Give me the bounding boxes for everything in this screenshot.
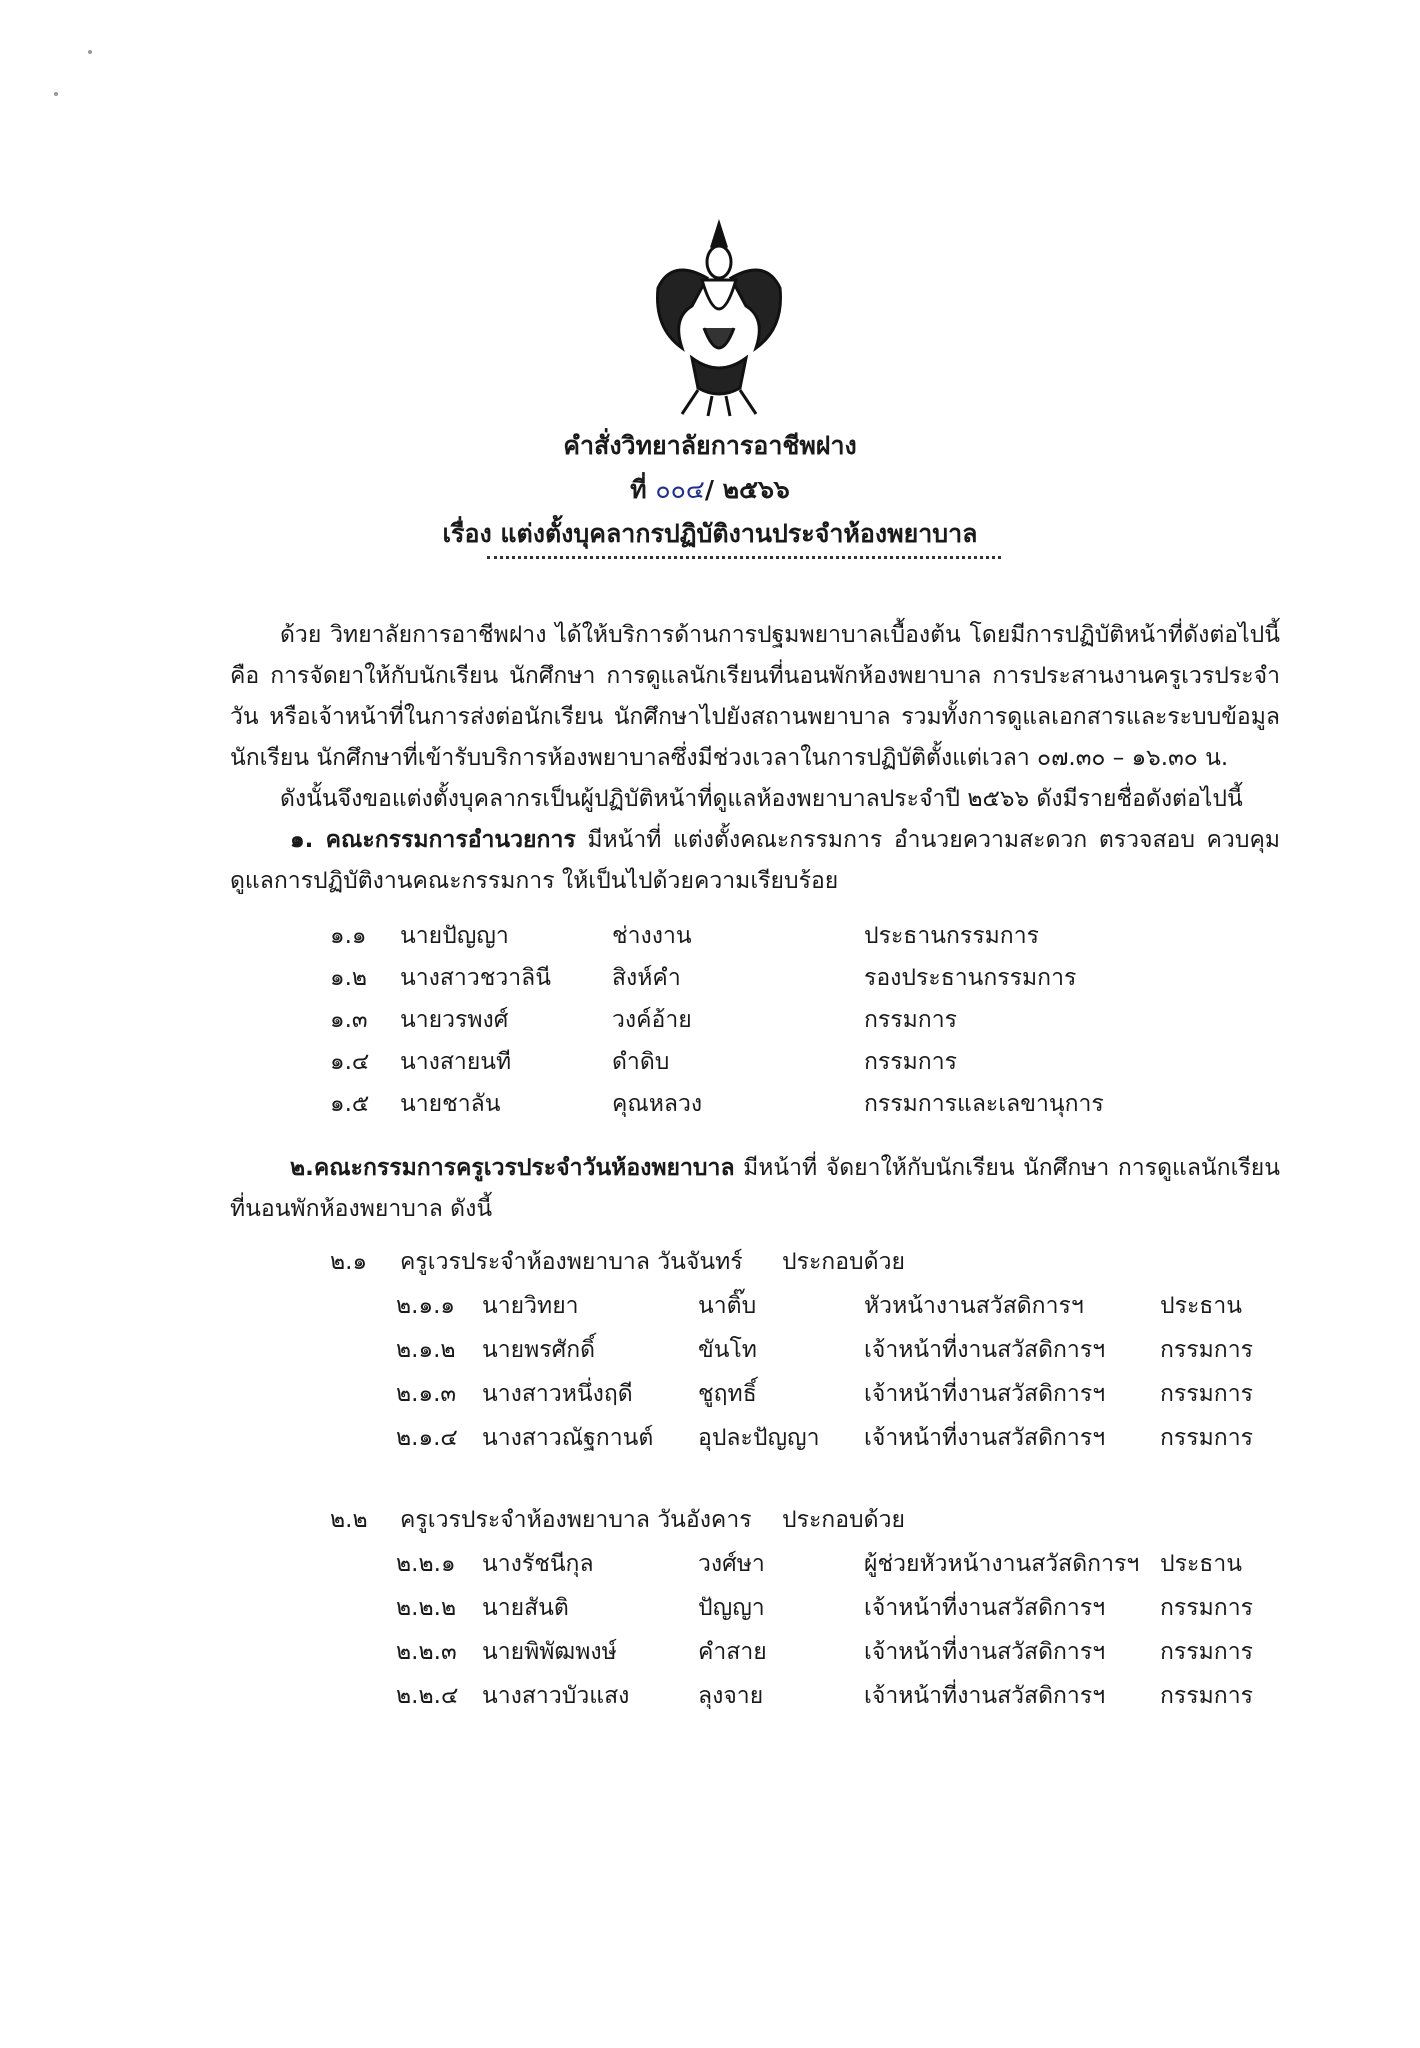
member-position: เจ้าหน้าที่งานสวัสดิการฯ bbox=[864, 1381, 1106, 1407]
member-no: ๒.๑.๑ bbox=[396, 1293, 455, 1319]
group-label: ครูเวรประจำห้องพยาบาล วันอังคาร bbox=[400, 1507, 752, 1533]
member-no: ๑.๔ bbox=[330, 1049, 370, 1075]
member-role: กรรมการและเลขานุการ bbox=[864, 1091, 1104, 1117]
member-position: เจ้าหน้าที่งานสวัสดิการฯ bbox=[864, 1425, 1106, 1451]
member-name: นายสันติ bbox=[482, 1595, 569, 1621]
member-role: กรรมการ bbox=[864, 1049, 957, 1075]
group-consists: ประกอบด้วย bbox=[782, 1249, 905, 1275]
member-name: นางสาวณัฐกานต์ bbox=[482, 1425, 654, 1451]
member-surname: วงศ์ษา bbox=[698, 1551, 765, 1577]
member-role: กรรมการ bbox=[1160, 1639, 1253, 1665]
member-surname: ขันโท bbox=[698, 1337, 757, 1363]
member-surname: ปัญญา bbox=[698, 1595, 765, 1621]
member-position: หัวหน้างานสวัสดิการฯ bbox=[864, 1293, 1084, 1319]
group-no: ๒.๑ bbox=[330, 1249, 368, 1275]
section1-duty: มีหน้าที่ แต่งตั้งคณะกรรมการ อำนวยความสะดวก ตรวจสอบ ควบคุม ดูแลการปฏิบัติงานคณะกรรมการ ให้เป็นไปด้วยความเรียบร้อย bbox=[230, 827, 1280, 894]
member-name: นางสาวบัวแสง bbox=[482, 1683, 630, 1709]
section1-heading: ๑. คณะกรรมการอำนวยการ bbox=[290, 827, 576, 853]
member-name: นายวิทยา bbox=[482, 1293, 579, 1319]
member-no: ๑.๑ bbox=[330, 923, 367, 949]
section2-duty: มีหน้าที่ จัดยาให้กับนักเรียน นักศึกษา การดูแลนักเรียนที่นอนพักห้องพยาบาล ดังนี้ bbox=[230, 1155, 1280, 1222]
member-surname: คำสาย bbox=[698, 1639, 767, 1665]
section2-heading: ๒.คณะกรรมการครูเวรประจำวันห้องพยาบาล bbox=[290, 1155, 735, 1181]
member-no: ๑.๒ bbox=[330, 965, 368, 991]
member-name: นางสายนที bbox=[400, 1049, 512, 1075]
group-no: ๒.๒ bbox=[330, 1507, 368, 1533]
scan-speck bbox=[88, 50, 92, 54]
member-no: ๒.๒.๒ bbox=[396, 1595, 457, 1621]
member-position: เจ้าหน้าที่งานสวัสดิการฯ bbox=[864, 1683, 1106, 1709]
member-position: เจ้าหน้าที่งานสวัสดิการฯ bbox=[864, 1595, 1106, 1621]
member-role: ประธาน bbox=[1160, 1551, 1242, 1577]
member-surname: สิงห์คำ bbox=[612, 965, 681, 991]
member-surname: คุณหลวง bbox=[612, 1091, 703, 1117]
member-no: ๑.๕ bbox=[330, 1091, 370, 1117]
order-number bbox=[0, 470, 1420, 510]
garuda-emblem-icon bbox=[652, 218, 786, 418]
member-name: นายพรศักดิ์ bbox=[482, 1337, 596, 1363]
member-surname: อุปละปัญญา bbox=[698, 1425, 820, 1451]
member-surname: วงค์อ้าย bbox=[612, 1007, 692, 1033]
member-name: นางรัชนีกุล bbox=[482, 1551, 594, 1577]
member-position: เจ้าหน้าที่งานสวัสดิการฯ bbox=[864, 1337, 1106, 1363]
section2-paragraph bbox=[230, 1148, 1280, 1230]
scan-speck bbox=[54, 92, 58, 96]
member-surname: ดำดิบ bbox=[612, 1049, 670, 1075]
member-position: เจ้าหน้าที่งานสวัสดิการฯ bbox=[864, 1639, 1106, 1665]
member-no: ๒.๑.๔ bbox=[396, 1425, 458, 1451]
member-role: กรรมการ bbox=[1160, 1337, 1253, 1363]
section1-paragraph bbox=[230, 820, 1280, 902]
member-no: ๑.๓ bbox=[330, 1007, 368, 1033]
member-surname: ช่างงาน bbox=[612, 923, 692, 949]
member-role: รองประธานกรรมการ bbox=[864, 965, 1077, 991]
member-no: ๒.๒.๑ bbox=[396, 1551, 456, 1577]
member-name: นายพิพัฒพงษ์ bbox=[482, 1639, 617, 1665]
appoint-paragraph: ดังนั้นจึงขอแต่งตั้งบุคลากรเป็นผู้ปฏิบัติหน้าที่ดูแลห้องพยาบาลประจำปี ๒๕๖๖ ดังมีรายชื่อดังต่อไปนี้ bbox=[280, 786, 1243, 812]
member-role: กรรมการ bbox=[864, 1007, 957, 1033]
intro-paragraph: ด้วย วิทยาลัยการอาชีพฝาง ได้ให้บริการด้านการปฐมพยาบาลเบื้องต้น โดยมีการปฏิบัติหน้าที่ดังต่อไปนี้ คือ การจัดยาให้กับนักเรียน นักศึกษา การดูแลนักเรียนที่นอนพักห้องพยาบาล การประสานงานครูเวรประจำวัน หรือเจ้าหน้าที่ในการส่งต่อนักเรียน นักศึกษาไปยังสถานพยาบาล รวมทั้งการดูแลเอกสารและระบบข้อมูลนักเรียน นักศึกษาที่เข้ารับบริการห้องพยาบาลซึ่งมีช่วงเวลาในการปฏิบัติตั้งแต่เวลา ๐๗.๓๐ – ๑๖.๓๐ น. bbox=[230, 622, 1280, 771]
member-position: ผู้ช่วยหัวหน้างานสวัสดิการฯ bbox=[864, 1551, 1140, 1577]
member-role: กรรมการ bbox=[1160, 1425, 1253, 1451]
order-number-handwritten: ๐๐๔ bbox=[655, 475, 705, 504]
member-name: นายปัญญา bbox=[400, 923, 509, 949]
group-label: ครูเวรประจำห้องพยาบาล วันจันทร์ bbox=[400, 1249, 743, 1275]
member-no: ๒.๒.๓ bbox=[396, 1639, 457, 1665]
dotted-divider bbox=[487, 556, 1001, 559]
member-role: กรรมการ bbox=[1160, 1595, 1253, 1621]
member-surname: ชูฤทธิ์ bbox=[698, 1381, 757, 1407]
member-name: นางสาวชวาลินี bbox=[400, 965, 551, 991]
order-title: คำสั่งวิทยาลัยการอาชีพฝาง bbox=[563, 431, 857, 460]
member-surname: ลุงจาย bbox=[698, 1683, 764, 1709]
member-name: นางสาวหนึ่งฤดี bbox=[482, 1381, 633, 1407]
member-name: นายวรพงศ์ bbox=[400, 1007, 509, 1033]
member-role: กรรมการ bbox=[1160, 1381, 1253, 1407]
member-surname: นาติ๊บ bbox=[698, 1293, 757, 1319]
member-role: ประธาน bbox=[1160, 1293, 1242, 1319]
order-number-suffix: / ๒๕๖๖ bbox=[704, 475, 790, 504]
order-subject: เรื่อง แต่งตั้งบุคลากรปฏิบัติงานประจำห้องพยาบาล bbox=[442, 519, 978, 548]
member-role: กรรมการ bbox=[1160, 1683, 1253, 1709]
group-consists: ประกอบด้วย bbox=[782, 1507, 905, 1533]
member-role: ประธานกรรมการ bbox=[864, 923, 1039, 949]
member-name: นายชาลัน bbox=[400, 1091, 501, 1117]
member-no: ๒.๒.๔ bbox=[396, 1683, 459, 1709]
order-number-prefix: ที่ bbox=[630, 475, 647, 504]
member-no: ๒.๑.๓ bbox=[396, 1381, 457, 1407]
member-no: ๒.๑.๒ bbox=[396, 1337, 456, 1363]
